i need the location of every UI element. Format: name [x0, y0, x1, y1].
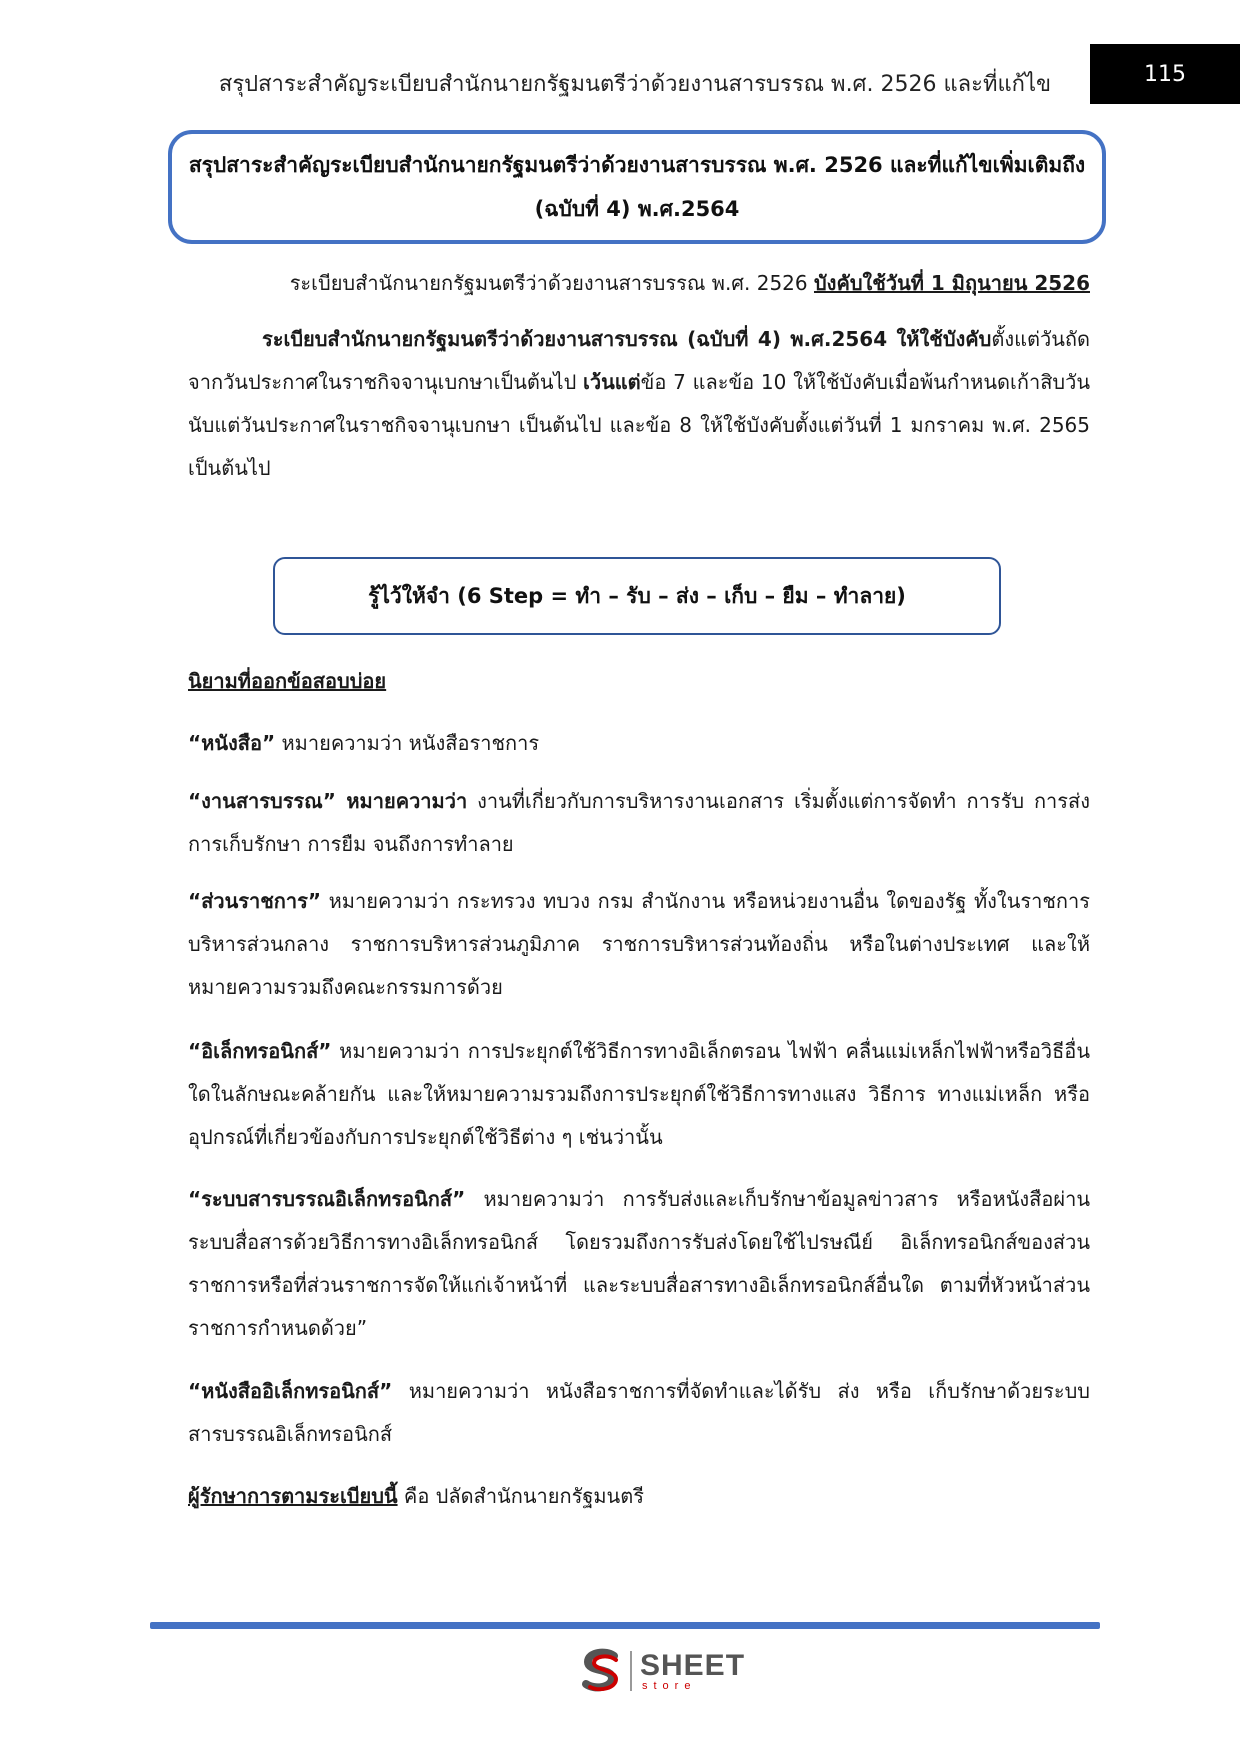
effective-text-1: ตั้งแต่วันถัดจากวันประกาศในราชกิจจานุเบกษาเป็นต้นไป: [188, 327, 1090, 394]
definition-term: “หนังสือ”: [188, 731, 276, 755]
rule-emphasis: บังคับใช้วันที่ 1 มิถุนายน 2526: [813, 271, 1090, 295]
page-number: 115: [1090, 44, 1240, 104]
definition-item: [188, 1030, 1090, 1159]
title-line-2: (ฉบับที่ 4) พ.ศ.2564: [534, 197, 740, 221]
effective-text-2: ข้อ 7 และข้อ 10 ให้ใช้บังคับเมื่อพ้นกำหนดเก้าสิบวันนับแต่วันประกาศในราชกิจจานุเบกษา เป็นต้นไป และข้อ 8 ให้ใช้บังคับตั้งแต่วันที่ 1 มกราคม พ.ศ. 2565 เป็นต้นไป: [188, 370, 1091, 480]
effective-bold-2: เว้นแต่: [583, 370, 641, 394]
definition-term: “งานสารบรรณ” หมายความว่า: [188, 789, 468, 813]
remember-text: รู้ไว้ให้จำ (6 Step = ทำ – รับ – ส่ง – เก็บ – ยืม – ทำลาย): [368, 583, 906, 608]
effective-paragraph: [188, 318, 1090, 490]
title-line-1: สรุปสาระสำคัญระเบียบสำนักนายกรัฐมนตรีว่าด้วยงานสารบรรณ พ.ศ. 2526 และที่แก้ไขเพิ่มเติมถึง: [188, 153, 1086, 177]
remember-box: [273, 557, 1001, 635]
effective-bold-1: ระเบียบสำนักนายกรัฐมนตรีว่าด้วยงานสารบรรณ (ฉบับที่ 4) พ.ศ.2564 ให้ใช้บังคับ: [262, 327, 992, 351]
logo-sub: store: [642, 1679, 697, 1692]
definition-body: หมายความว่า การรับส่งและเก็บรักษาข้อมูลข่าวสาร หรือหนังสือผ่านระบบสื่อสารด้วยวิธีการทางอิเล็กทรอนิกส์ โดยรวมถึงการรับส่งโดยใช้ไปรษณีย์ อิเล็กทรอนิกส์ของส่วนราชการหรือที่ส่วนราชการจัดให้แก่เจ้าหน้าที่ และระบบสื่อสารทางอิเล็กทรอนิกส์อื่นใด ตามที่หัวหน้าส่วนราชการกำหนดด้วย”: [188, 1187, 1090, 1340]
running-header: สรุปสาระสำคัญระเบียบสำนักนายกรัฐมนตรีว่าด้วยงานสารบรรณ พ.ศ. 2526 และที่แก้ไข: [218, 72, 1052, 97]
footer-divider: [150, 1622, 1100, 1629]
definition-term: “ส่วนราชการ”: [188, 889, 322, 913]
definition-item: [188, 780, 1090, 866]
definition-item: [188, 722, 1090, 765]
logo-s-icon: [578, 1648, 624, 1694]
definition-term: “หนังสืออิเล็กทรอนิกส์”: [188, 1379, 393, 1403]
logo-text: [640, 1648, 746, 1692]
definition-item: [188, 1370, 1090, 1456]
logo-word: SHEET: [640, 1648, 746, 1682]
definition-body: หมายความว่า การประยุกต์ใช้วิธีการทางอิเล็กตรอน ไฟฟ้า คลื่นแม่เหล็กไฟฟ้าหรือวิธีอื่นใดในลักษณะคล้ายกัน และให้หมายความรวมถึงการประยุกต์ใช้วิธีการทางแสง วิธีการ ทางแม่เหล็ก หรืออุปกรณ์ที่เกี่ยวข้องกับการประยุกต์ใช้วิธีต่าง ๆ เช่นว่านั้น: [188, 1039, 1090, 1149]
section-heading: นิยามที่ออกข้อสอบบ่อย: [188, 669, 387, 693]
administrator-text: คือ ปลัดสำนักนายกรัฐมนตรี: [397, 1484, 644, 1508]
administrator-line: [188, 1475, 1090, 1518]
definition-item: [188, 1178, 1090, 1350]
definition-body: หมายความว่า หนังสือราชการที่จัดทำและได้รับ ส่ง หรือ เก็บรักษาด้วยระบบสารบรรณอิเล็กทรอนิกส์: [188, 1379, 1090, 1446]
rule-effective-date: [188, 262, 1090, 305]
definition-term: “ระบบสารบรรณอิเล็กทรอนิกส์”: [188, 1187, 466, 1211]
definition-body: หมายความว่า กระทรวง ทบวง กรม สำนักงาน หรือหน่วยงานอื่น ใดของรัฐ ทั้งในราชการบริหารส่วนกลาง ราชการบริหารส่วนภูมิภาค ราชการบริหารส่วนท้องถิ่น หรือในต่างประเทศ และให้หมายความรวมถึงคณะกรรมการด้วย: [188, 889, 1090, 999]
definition-item: [188, 880, 1090, 1009]
sheet-store-logo: [578, 1645, 745, 1697]
rule-text: ระเบียบสำนักนายกรัฐมนตรีว่าด้วยงานสารบรรณ พ.ศ. 2526: [289, 271, 814, 295]
definition-body: งานที่เกี่ยวกับการบริหารงานเอกสาร เริ่มตั้งแต่การจัดทำ การรับ การส่ง การเก็บรักษา การยืม จนถึงการทำลาย: [188, 789, 1090, 856]
definition-term: “อิเล็กทรอนิกส์”: [188, 1039, 332, 1063]
logo-separator: [630, 1651, 632, 1691]
title-box: [168, 130, 1106, 244]
definition-body: หมายความว่า หนังสือราชการ: [275, 731, 540, 755]
administrator-label: ผู้รักษาการตามระเบียบนี้: [188, 1484, 398, 1508]
